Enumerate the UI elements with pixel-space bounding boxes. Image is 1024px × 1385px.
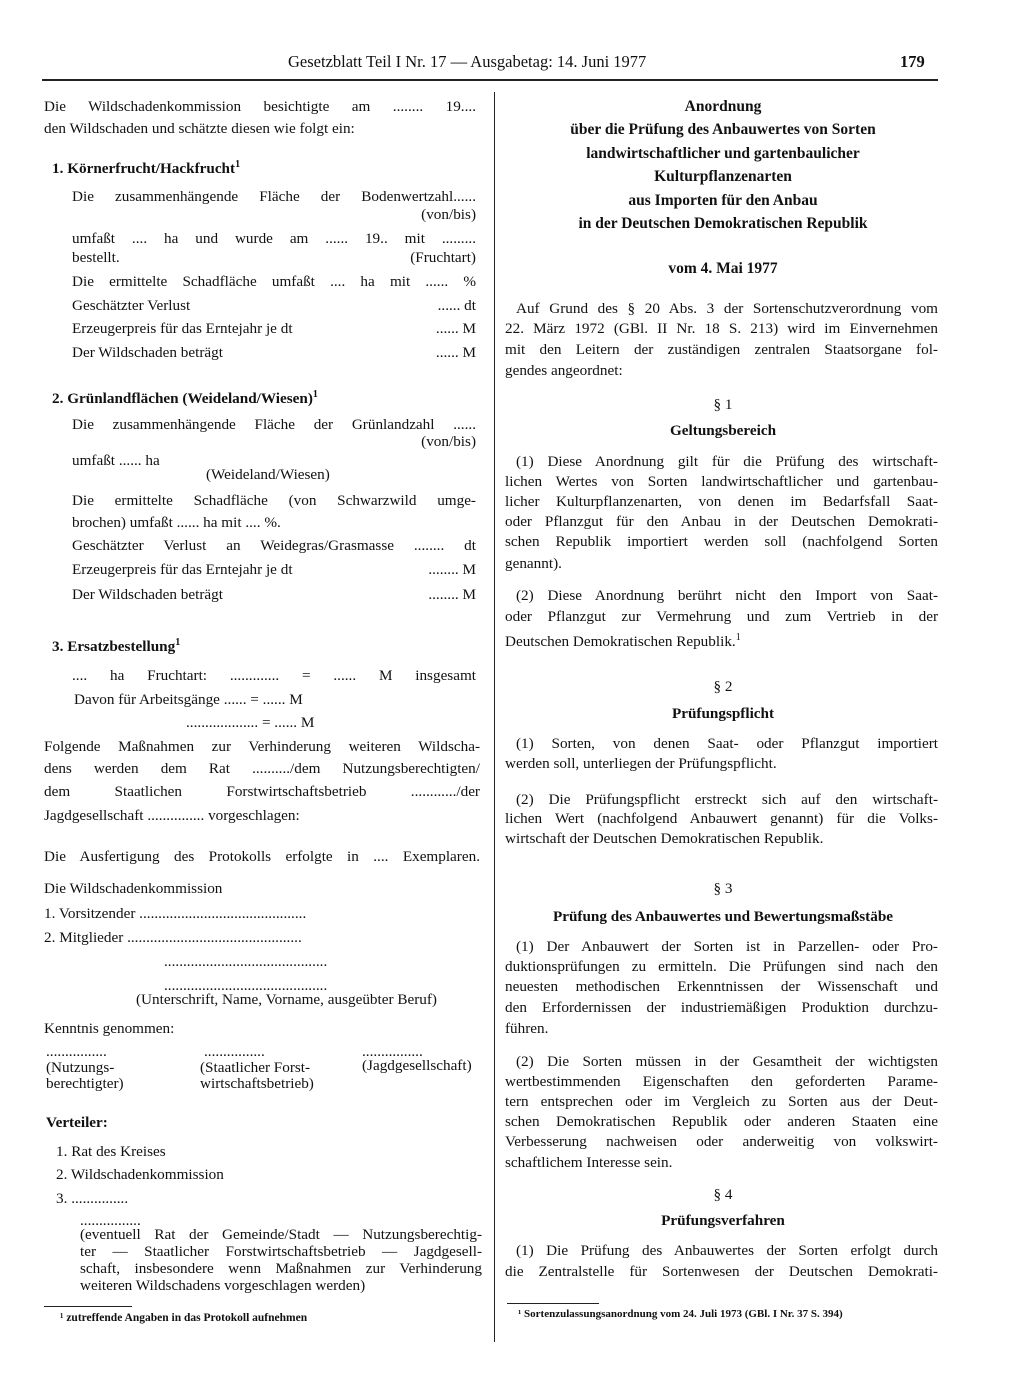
s2-line-2-label: (Weideland/Wiesen) [206, 466, 330, 483]
ordinance-date: vom 4. Mai 1977 [668, 260, 778, 277]
acknowledged-heading: Kenntnis genommen: [44, 1020, 175, 1037]
p6-line-2: wertbestimmenden Eigenschaften den geforderten Parame- [505, 1073, 938, 1090]
distribution-3: 3. ............... [56, 1190, 129, 1207]
sig-user-label-2: berechtigter) [46, 1075, 124, 1092]
ordinance-title-2: über die Prüfung des Anbauwertes von Sorten [570, 121, 876, 138]
section-2-title: 2. Grünlandflächen (Weideland/Wiesen)$^1$ [52, 389, 318, 408]
s1-line-6-value: ...... M [435, 320, 476, 337]
p2-line-2: oder Pflanzgut zur Vermehrung und zum Vertrieb in der [505, 608, 938, 625]
ordinance-title-5: aus Importen für den Anbau [628, 192, 818, 209]
s3-line-2: Davon für Arbeitsgänge ...... = ...... M [74, 691, 303, 708]
ordinance-title-1: Anordnung [684, 98, 762, 115]
section-3-title: 3. Ersatzbestellung$^1$ [52, 637, 181, 656]
p1-line-4: oder Pflanzgut für den Anbau in der Deutschen Demokrati- [505, 513, 938, 530]
s2-line-3: Die ermittelte Schadfläche (von Schwarzwild umge- [72, 492, 476, 509]
s3-line-3: ................... = ...... M [186, 714, 315, 731]
commission-chair: 1. Vorsitzender ............................................ [44, 905, 307, 922]
p6-line-1: (2) Die Sorten müssen in der Gesamtheit der wichtigsten [516, 1053, 938, 1070]
s2-line-1-label: (von/bis) [421, 433, 476, 450]
s2-line-6: Erzeugerpreis für das Erntejahr je dt [72, 561, 293, 578]
s2-line-2: umfaßt ...... ha [72, 452, 160, 469]
measures-line-1: Folgende Maßnahmen zur Verhinderung weiteren Wildscha- [44, 738, 480, 755]
running-title: Gesetzblatt Teil I Nr. 17 — Ausgabetag: 14. Juni 1977 [288, 52, 647, 71]
ordinance-title-6: in der Deutschen Demokratischen Republik [578, 215, 868, 232]
p7-line-2: die Zentralstelle für Sortenwesen der Deutschen Demokrati- [505, 1263, 938, 1280]
p2-line-3: Deutschen Demokratischen Republik.$^1$ [505, 632, 741, 651]
preamble-2: 22. März 1972 (GBl. II Nr. 18 S. 213) wird im Einvernehmen [505, 320, 938, 337]
p5-line-2: duktionsprüfungen zu ermitteln. Die Prüfungen sind nach den [505, 958, 938, 975]
s1-line-5-value: ...... dt [437, 297, 476, 314]
paragraph-4-title: Prüfungsverfahren [661, 1212, 785, 1229]
s1-line-3: bestellt. [72, 249, 120, 266]
s3-line-1: .... ha Fruchtart: ............. = ...... M insgesamt [72, 667, 476, 684]
preamble-4: gendes angeordnet: [505, 362, 623, 379]
p6-line-6: schaftlichem Interesse sein. [505, 1154, 673, 1171]
measures-line-4: Jagdgesellschaft ............... vorgeschlagen: [44, 807, 300, 824]
sig-forestry-dots: ................ [204, 1043, 265, 1060]
section-1-title: 1. Körnerfrucht/Hackfrucht$^1$ [52, 159, 241, 178]
p4-line-1: (2) Die Prüfungspflicht erstreckt sich auf den wirtschaft- [516, 791, 938, 808]
column-divider [494, 92, 495, 1342]
preamble-1: Auf Grund des § 20 Abs. 3 der Sortenschutzverordnung vom [516, 300, 938, 317]
right-footnote-rule [507, 1303, 599, 1304]
p2-line-1: (2) Diese Anordnung berührt nicht den Import von Saat- [516, 587, 938, 604]
s2-line-7-value: ........ M [428, 586, 476, 603]
p4-line-2: lichen Wert (nachfolgend Anbauwert genannt) für die Volks- [505, 810, 938, 827]
s1-line-7: Der Wildschaden beträgt [72, 344, 223, 361]
s1-line-6: Erzeugerpreis für das Erntejahr je dt [72, 320, 293, 337]
paragraph-2-number: § 2 [713, 678, 733, 695]
distribution-note-2: ter — Staatlicher Forstwirtschaftsbetrieb — Jagdgesell- [80, 1243, 482, 1260]
paragraph-4-number: § 4 [713, 1186, 733, 1203]
p1-line-6: genannt). [505, 555, 562, 572]
paragraph-3-title: Prüfung des Anbauwertes und Bewertungsmaßstäbe [552, 908, 894, 925]
distribution-2: 2. Wildschadenkommission [56, 1166, 224, 1183]
distribution-1: 1. Rat des Kreises [56, 1143, 166, 1160]
commission-member-line-2: ........................................... [164, 953, 328, 970]
page-number: 179 [900, 52, 925, 71]
s2-line-1: Die zusammenhängende Fläche der Grünlandzahl ...... [72, 416, 476, 433]
p1-line-1: (1) Diese Anordnung gilt für die Prüfung des wirtschaft- [516, 453, 938, 470]
measures-line-3: dem Staatlichen Forstwirtschaftsbetrieb ............/der [44, 783, 480, 800]
s1-line-1-label: (von/bis) [421, 206, 476, 223]
s1-line-7-value: ...... M [435, 344, 476, 361]
commission-members: 2. Mitglieder .............................................. [44, 929, 302, 946]
sig-forestry-label-2: wirtschaftsbetrieb) [200, 1075, 314, 1092]
header-rule [42, 79, 938, 81]
intro-line-2: den Wildschaden und schätzte diesen wie folgt ein: [44, 120, 355, 137]
p5-line-1: (1) Der Anbauwert der Sorten ist in Parzellen- oder Pro- [516, 938, 938, 955]
left-footnote-rule [44, 1306, 132, 1307]
preamble-3: mit den Leitern der zuständigen zentralen Staatsorgane fol- [505, 341, 938, 358]
p6-line-4: schen Demokratischen Republik oder anderen Staaten eine [505, 1113, 938, 1130]
sig-forestry-label-1: (Staatlicher Forst- [200, 1059, 311, 1076]
s2-line-6-value: ........ M [428, 561, 476, 578]
distribution-3-dots: ................ [80, 1212, 141, 1229]
p3-line-2: werden soll, unterliegen der Prüfungspflicht. [505, 755, 777, 772]
intro-line-1: Die Wildschadenkommission besichtigte am ........ 19.... [44, 98, 476, 115]
distribution-note-4: weiteren Wildschadens vorgeschlagen werden) [80, 1277, 366, 1294]
signature-caption: (Unterschrift, Name, Vorname, ausgeübter Beruf) [136, 991, 437, 1008]
s2-line-4: brochen) umfaßt ...... ha mit .... %. [72, 514, 281, 531]
p6-line-3: tern entsprechen oder im Vergleich zu Sorten aus der Deut- [505, 1093, 938, 1110]
ordinance-title-3: landwirtschaftlicher und gartenbaulicher [586, 145, 860, 162]
paragraph-1-number: § 1 [713, 396, 733, 413]
p5-line-5: führen. [505, 1020, 549, 1037]
paragraph-2-title: Prüfungspflicht [671, 705, 775, 722]
distribution-note-1: (eventuell Rat der Gemeinde/Stadt — Nutzungsberechtig- [80, 1226, 482, 1243]
s2-line-7: Der Wildschaden beträgt [72, 586, 223, 603]
p6-line-5: Verbesserung nachweisen oder anderweitig von volkswirt- [505, 1133, 938, 1150]
sig-user-dots: ................ [46, 1043, 107, 1060]
distribution-note-3: schaft, insbesondere wenn Maßnahmen zur Verhinderung [80, 1260, 482, 1277]
commission-heading: Die Wildschadenkommission [44, 880, 223, 897]
s1-line-5: Geschätzter Verlust [72, 297, 191, 314]
p3-line-1: (1) Sorten, von denen Saat- oder Pflanzgut importiert [516, 735, 938, 752]
sig-hunting-dots: ................ [362, 1043, 423, 1060]
protocol-copies: Die Ausfertigung des Protokolls erfolgte in .... Exemplaren. [44, 848, 480, 865]
p1-line-2: lichen Wertes von Sorten landwirtschaftlicher und gartenbau- [505, 473, 938, 490]
p1-line-3: licher Kulturpflanzenarten, von denen im Bedarfsfall Saat- [505, 493, 938, 510]
distribution-heading: Verteiler: [46, 1114, 108, 1131]
right-footnote: ¹ Sortenzulassungsanordnung vom 24. Juli 1973 (GBl. I Nr. 37 S. 394) [518, 1308, 843, 1320]
paragraph-1-title: Geltungsbereich [669, 422, 777, 439]
p1-line-5: schen Republik importiert werden soll (nachfolgend Sorten [505, 533, 938, 550]
p5-line-4: den Erfordernissen der industriemäßigen Produktion durchzu- [505, 999, 938, 1016]
s1-line-3-label: (Fruchtart) [410, 249, 476, 266]
p5-line-3: neuesten methodischen Erkenntnissen der Wissenschaft und [505, 978, 938, 995]
p7-line-1: (1) Die Prüfung des Anbauwertes der Sorten erfolgt durch [516, 1242, 938, 1259]
s1-line-4: Die ermittelte Schadfläche umfaßt .... ha mit ...... % [72, 273, 476, 290]
sig-user-label-1: (Nutzungs- [46, 1059, 115, 1076]
s1-line-2: umfaßt .... ha und wurde am ...... 19.. mit ......... [72, 230, 476, 247]
sig-hunting-label: (Jagdgesellschaft) [362, 1057, 472, 1074]
commission-member-line-3: ........................................... [164, 977, 328, 994]
s1-line-1: Die zusammenhängende Fläche der Bodenwertzahl...... [72, 188, 476, 205]
paragraph-3-number: § 3 [713, 880, 733, 897]
left-footnote: ¹ zutreffende Angaben in das Protokoll aufnehmen [60, 1312, 308, 1324]
s2-line-5: Geschätzter Verlust an Weidegras/Grasmasse ........ dt [72, 537, 476, 554]
p4-line-3: wirtschaft der Deutschen Demokratischen Republik. [505, 830, 824, 847]
measures-line-2: dens werden dem Rat ........../dem Nutzungsberechtigten/ [44, 760, 480, 777]
ordinance-title-4: Kulturpflanzenarten [654, 168, 792, 185]
